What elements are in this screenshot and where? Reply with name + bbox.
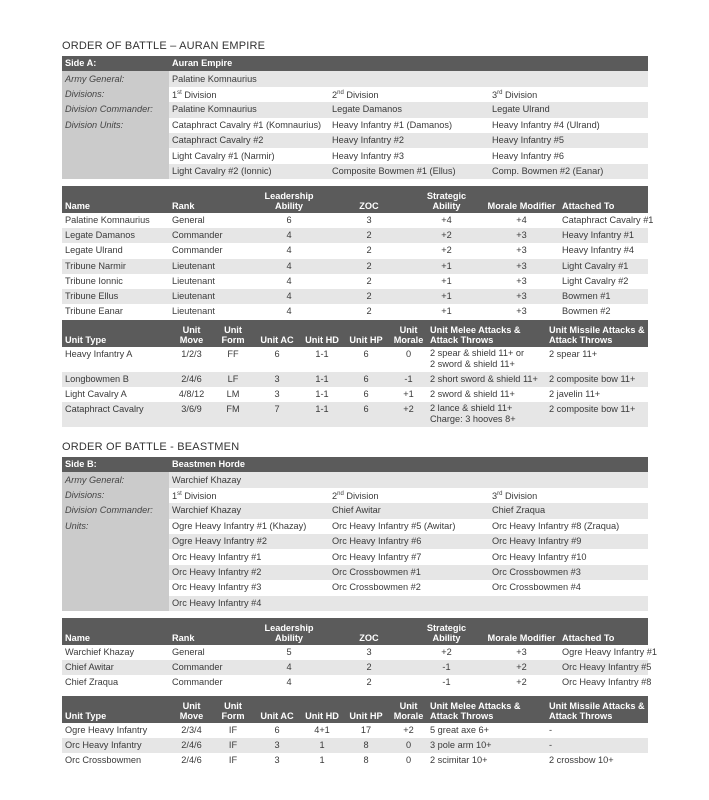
leader-header-row: [62, 186, 648, 213]
unit-type: Orc Crossbowmen: [65, 755, 142, 766]
unit-move: 2/4/6: [169, 372, 214, 387]
units-row: [62, 133, 648, 148]
unit-missile: -: [549, 725, 553, 736]
col-missile: Unit Missile Attacks & Attack Throws: [546, 696, 648, 723]
unit-melee: [427, 372, 546, 387]
leader-zoc: 2: [366, 677, 372, 688]
units-row: [62, 519, 648, 534]
division-1: 1st Division: [172, 490, 217, 501]
unit-missile: 2 composite bow 11+: [546, 372, 648, 387]
unit-type: Heavy Infantry A: [65, 349, 133, 359]
leader-rank: Lieutenant: [169, 259, 249, 274]
col-name: Name: [62, 618, 169, 645]
col-move: Unit Move: [169, 696, 214, 723]
auran-division-table: [62, 56, 648, 179]
leader-leadership: 4: [249, 259, 329, 274]
division-2: 2nd Division: [332, 490, 379, 501]
leader-rank: General: [172, 215, 205, 226]
division-3: 3rd Division: [492, 490, 538, 501]
leader-morale: +2: [516, 677, 527, 688]
unit-cell: Ogre Heavy Infantry #1 (Khazay): [172, 520, 307, 531]
auran-section-title: ORDER OF BATTLE – AURAN EMPIRE: [62, 40, 266, 52]
unit-type: Light Cavalry A: [65, 389, 127, 400]
unit-hd: 1: [319, 755, 325, 766]
side-label: Side A:: [62, 56, 169, 71]
col-morale: Morale Modifier: [484, 618, 559, 645]
unit-hd: 1-1: [302, 402, 342, 427]
commander-cell: Palatine Komnaurius: [169, 102, 329, 117]
col-hd: Unit HD: [302, 696, 342, 723]
leader-zoc: 2: [366, 306, 372, 317]
unit-melee: [427, 753, 546, 768]
unit-cell: Orc Heavy Infantry #7: [332, 551, 422, 562]
leader-header-row: [62, 618, 648, 645]
leader-rank: Commander: [169, 228, 249, 243]
units-label: Units:: [62, 519, 169, 534]
commander-label: Division Commander:: [62, 102, 169, 117]
unit-form: IF: [228, 755, 238, 766]
leader-attached: Orc Heavy Infantry #5: [559, 660, 648, 675]
unit-cell: Heavy Infantry #2: [329, 133, 489, 148]
unit-melee: [427, 723, 546, 738]
leader-row: [62, 645, 648, 660]
leader-zoc: 2: [329, 228, 409, 243]
leader-rank: Lieutenant: [172, 275, 215, 286]
unit-hp: 6: [363, 349, 369, 359]
unit-cell: Heavy Infantry #5: [489, 133, 648, 148]
col-zoc: ZOC: [329, 618, 409, 645]
leader-zoc: 2: [329, 259, 409, 274]
division-3: 3rd Division: [492, 89, 538, 100]
unit-morale: -1: [390, 372, 427, 387]
general-value: Palatine Komnaurius: [169, 71, 648, 86]
col-morale: Unit Morale: [390, 320, 427, 347]
unit-morale: +2: [390, 402, 427, 427]
units-row: [62, 580, 648, 595]
leader-row: [62, 213, 648, 228]
unit-form: FF: [227, 349, 239, 359]
leader-morale: +3: [484, 259, 559, 274]
unit-ac: 3: [252, 372, 302, 387]
unit-hp: 8: [342, 738, 390, 753]
side-header-row: [62, 56, 648, 71]
unit-cell: Orc Heavy Infantry #9: [489, 534, 648, 549]
leader-attached: Heavy Infantry #4: [562, 245, 635, 256]
unit-cell: Comp. Bowmen #2 (Eanar): [489, 164, 648, 179]
beast-unit-table: [62, 696, 648, 769]
col-melee: Unit Melee Attacks & Attack Throws: [427, 320, 546, 347]
leader-strategic: +1: [409, 289, 484, 304]
beast-division-table: [62, 457, 648, 611]
unit-form: IF: [228, 725, 238, 736]
leader-row: [62, 228, 648, 243]
col-rank: Rank: [169, 186, 249, 213]
unit-morale: 0: [405, 349, 412, 359]
leader-leadership: 4: [249, 289, 329, 304]
unit-hd: 1-1: [302, 372, 342, 387]
col-strategic: Strategic Ability: [409, 618, 484, 645]
unit-ac: 7: [252, 402, 302, 427]
unit-cell: Composite Bowmen #1 (Ellus): [329, 164, 489, 179]
leader-attached: Bowmen #1: [559, 289, 648, 304]
leader-leadership: 5: [286, 647, 292, 658]
leader-strategic: +1: [441, 306, 452, 317]
unit-missile: -: [546, 738, 648, 753]
unit-cell: Orc Crossbowmen #2: [332, 582, 421, 593]
col-hd: Unit HD: [302, 320, 342, 347]
unit-type: Cataphract Cavalry: [62, 402, 169, 427]
col-form: Unit Form: [214, 696, 252, 723]
unit-melee-line: 2 lance & shield 11+: [430, 403, 513, 414]
unit-cell: Cataphract Cavalry #2: [169, 133, 329, 148]
general-row: [62, 472, 648, 487]
leader-strategic: -1: [442, 677, 451, 688]
units-row: [62, 549, 648, 564]
unit-hp: 6: [342, 372, 390, 387]
unit-cell: Light Cavalry #2 (Ionnic): [169, 164, 329, 179]
leader-rank: Lieutenant: [172, 306, 215, 317]
leader-attached: Orc Heavy Infantry #8: [562, 677, 652, 688]
col-ac: Unit AC: [252, 696, 302, 723]
unit-missile: 2 javelin 11+: [549, 389, 601, 400]
col-rank: Rank: [169, 618, 249, 645]
col-morale: Unit Morale: [390, 696, 427, 723]
unit-missile: 2 spear 11+: [549, 349, 598, 359]
unit-hp: 8: [363, 755, 369, 766]
col-leadership: Leadership Ability: [249, 618, 329, 645]
commander-label: Division Commander:: [62, 503, 169, 518]
unit-move: 2/4/6: [181, 755, 202, 766]
unit-cell: Heavy Infantry #3: [332, 150, 405, 161]
units-row: [62, 565, 648, 580]
leader-rank: Lieutenant: [169, 289, 249, 304]
leader-leadership: 4: [286, 677, 292, 688]
unit-ac: 3: [252, 738, 302, 753]
unit-row: [62, 723, 648, 738]
leader-row: [62, 274, 648, 289]
unit-form: IF: [214, 738, 252, 753]
commander-cell: Chief Zraqua: [489, 503, 648, 518]
leader-attached: Ogre Heavy Infantry #1: [562, 647, 657, 658]
commander-cell: Legate Ulrand: [489, 102, 648, 117]
unit-melee-line: 3 pole arm 10+: [430, 740, 492, 751]
leader-zoc: 3: [366, 647, 372, 658]
unit-melee: [427, 738, 546, 753]
leader-strategic: -1: [409, 660, 484, 675]
leader-name: Tribune Narmir: [62, 259, 169, 274]
leader-strategic: +1: [441, 275, 452, 286]
leader-morale: +3: [484, 228, 559, 243]
beast-section-title: ORDER OF BATTLE - BEASTMEN: [62, 441, 240, 453]
units-row: [62, 164, 648, 179]
unit-cell: Orc Heavy Infantry #5 (Awitar): [332, 520, 456, 531]
leader-zoc: 2: [329, 289, 409, 304]
unit-melee: [427, 347, 546, 372]
units-row: [62, 148, 648, 163]
leader-name: Warchief Khazay: [65, 647, 135, 658]
leader-name: Tribune Ionnic: [65, 275, 123, 286]
leader-rank: Commander: [172, 245, 223, 256]
unit-hd: 1-1: [315, 349, 329, 359]
leader-strategic: +2: [441, 245, 452, 256]
unit-row: [62, 372, 648, 387]
commander-cell: Warchief Khazay: [169, 503, 329, 518]
unit-missile: 2 crossbow 10+: [549, 755, 614, 766]
unit-row: [62, 738, 648, 753]
leader-attached: Light Cavalry #1: [559, 259, 648, 274]
col-unit-type: Unit Type: [62, 696, 169, 723]
leader-zoc: 3: [366, 215, 372, 226]
unit-cell: Orc Crossbowmen #3: [489, 565, 648, 580]
leader-morale: +3: [516, 275, 527, 286]
unit-move: 4/8/12: [178, 389, 205, 400]
col-missile: Unit Missile Attacks & Attack Throws: [546, 320, 648, 347]
leader-morale: +4: [516, 215, 527, 226]
unit-morale: +2: [403, 725, 414, 736]
leader-attached: Cataphract Cavalry #1: [562, 215, 654, 226]
leader-strategic: +4: [441, 215, 452, 226]
side-name: Beastmen Horde: [169, 457, 648, 472]
leader-morale: +3: [484, 289, 559, 304]
unit-cell: Orc Heavy Infantry #4: [169, 596, 329, 611]
unit-melee-line: 2 sword & shield 11+: [430, 389, 515, 400]
leader-rank: General: [172, 647, 205, 658]
leader-name: Tribune Eanar: [65, 306, 123, 317]
unit-hd: 4+1: [314, 725, 330, 736]
leader-row: [62, 675, 648, 690]
unit-hp: 6: [363, 389, 369, 400]
leader-zoc: 2: [329, 660, 409, 675]
unit-morale: +1: [403, 389, 414, 400]
unit-melee-line: 2 short sword & shield 11+: [430, 374, 538, 385]
leader-morale: +3: [516, 245, 527, 256]
col-melee: Unit Melee Attacks & Attack Throws: [427, 696, 546, 723]
unit-melee: [427, 402, 546, 427]
unit-form: FM: [214, 402, 252, 427]
commander-row: [62, 503, 648, 518]
unit-hp: 17: [360, 725, 372, 736]
unit-ac: 3: [274, 755, 280, 766]
divisions-label: Divisions:: [62, 87, 169, 102]
unit-type: Orc Heavy Infantry: [62, 738, 169, 753]
units-row: [62, 118, 648, 133]
col-strategic: Strategic Ability: [409, 186, 484, 213]
leader-attached: Light Cavalry #2: [562, 275, 629, 286]
col-unit-type: Unit Type: [62, 320, 169, 347]
leader-leadership: 6: [286, 215, 292, 226]
unit-cell: Heavy Infantry #1 (Damanos): [332, 119, 452, 130]
leader-rank: Commander: [169, 660, 249, 675]
unit-type: Longbowmen B: [62, 372, 169, 387]
leader-zoc: 2: [366, 245, 372, 256]
beast-leader-body: [62, 645, 657, 691]
units-label: Division Units:: [62, 118, 169, 133]
unit-row: [62, 387, 648, 402]
leader-strategic: +2: [409, 228, 484, 243]
unit-cell: Orc Heavy Infantry #8 (Zraqua): [492, 520, 620, 531]
col-form: Unit Form: [214, 320, 252, 347]
unit-missile: 2 composite bow 11+: [546, 402, 648, 427]
unit-melee-line: 2 spear & shield 11+ or: [430, 348, 525, 358]
unit-header-row: [62, 320, 648, 347]
auran-leader-body: [62, 213, 654, 319]
leader-rank: Commander: [172, 677, 223, 688]
beast-unit-body: [62, 723, 648, 769]
unit-melee-line: 5 great axe 6+: [430, 725, 489, 736]
units-row: [62, 596, 648, 611]
col-hp: Unit HP: [342, 696, 390, 723]
divisions-row: [62, 488, 648, 503]
unit-melee-line: 2 scimitar 10+: [430, 755, 488, 766]
unit-melee-line: 2 sword & shield 11+: [430, 359, 515, 369]
unit-type: Ogre Heavy Infantry: [65, 725, 148, 736]
unit-move: 2/3/4: [181, 725, 202, 736]
commander-cell: Chief Awitar: [329, 503, 489, 518]
col-leadership: Leadership Ability: [249, 186, 329, 213]
divisions-label: Divisions:: [62, 488, 169, 503]
col-attached: Attached To: [559, 186, 648, 213]
unit-cell: Heavy Infantry #4 (Ulrand): [492, 119, 600, 130]
unit-move: 1/2/3: [181, 349, 202, 359]
unit-form: LF: [214, 372, 252, 387]
col-attached: Attached To: [559, 618, 648, 645]
leader-name: Legate Ulrand: [65, 245, 123, 256]
col-name: Name: [62, 186, 169, 213]
unit-cell: [489, 596, 648, 611]
unit-hp: 6: [342, 402, 390, 427]
col-zoc: ZOC: [329, 186, 409, 213]
general-label: Army General:: [62, 472, 169, 487]
unit-cell: Light Cavalry #1 (Narmir): [172, 150, 275, 161]
leader-leadership: 4: [249, 228, 329, 243]
divisions-row: [62, 87, 648, 102]
leader-morale: +2: [484, 660, 559, 675]
unit-move: 3/6/9: [169, 402, 214, 427]
leader-zoc: 2: [366, 275, 372, 286]
leader-morale: +3: [516, 647, 527, 658]
leader-name: Chief Awitar: [62, 660, 169, 675]
leader-name: Palatine Komnaurius: [65, 215, 150, 226]
leader-row: [62, 289, 648, 304]
unit-morale: 0: [390, 738, 427, 753]
leader-name: Chief Zraqua: [65, 677, 119, 688]
leader-strategic: +2: [441, 647, 452, 658]
commander-cell: Legate Damanos: [329, 102, 489, 117]
auran-leader-table: [62, 186, 654, 319]
leader-attached: Heavy Infantry #1: [559, 228, 648, 243]
unit-form: LM: [226, 389, 240, 400]
unit-ac: 6: [274, 725, 280, 736]
unit-cell: Cataphract Cavalry #1 (Komnaurius): [172, 119, 322, 130]
unit-cell: Orc Crossbowmen #1: [329, 565, 489, 580]
unit-row: [62, 402, 648, 427]
leader-leadership: 4: [286, 275, 292, 286]
leader-row: [62, 304, 648, 319]
leader-row: [62, 660, 648, 675]
unit-ac: 3: [274, 389, 280, 400]
leader-name: Tribune Ellus: [62, 289, 169, 304]
unit-row: [62, 753, 648, 768]
unit-melee-line: Charge: 3 hooves 8+: [430, 414, 516, 425]
unit-cell: Orc Heavy Infantry #1: [172, 551, 262, 562]
commander-row: [62, 102, 648, 117]
general-value: Warchief Khazay: [169, 472, 648, 487]
col-morale: Morale Modifier: [484, 186, 559, 213]
unit-morale: 0: [405, 755, 412, 766]
auran-unit-table: [62, 320, 648, 427]
division-1: 1st Division: [172, 89, 217, 100]
unit-cell: Orc Crossbowmen #4: [492, 582, 581, 593]
units-row: [62, 534, 648, 549]
leader-row: [62, 243, 648, 258]
unit-cell: Ogre Heavy Infantry #2: [169, 534, 329, 549]
unit-melee: [427, 387, 546, 402]
unit-cell: Orc Heavy Infantry #10: [492, 551, 587, 562]
unit-cell: Heavy Infantry #6: [492, 150, 565, 161]
col-hp: Unit HP: [342, 320, 390, 347]
side-name: Auran Empire: [169, 56, 648, 71]
side-header-row: [62, 457, 648, 472]
leader-morale: +3: [516, 306, 527, 317]
unit-move: 2/4/6: [169, 738, 214, 753]
auran-unit-body: [62, 347, 648, 427]
unit-hd: 1: [302, 738, 342, 753]
side-label: Side B:: [62, 457, 169, 472]
division-2: 2nd Division: [332, 89, 379, 100]
beast-leader-table: [62, 618, 657, 691]
general-label: Army General:: [62, 71, 169, 86]
unit-cell: [329, 596, 489, 611]
general-row: [62, 71, 648, 86]
col-move: Unit Move: [169, 320, 214, 347]
unit-row: [62, 347, 648, 372]
unit-cell: Orc Heavy Infantry #2: [169, 565, 329, 580]
leader-leadership: 4: [286, 306, 292, 317]
unit-header-row: [62, 696, 648, 723]
leader-row: [62, 259, 648, 274]
unit-hd: 1-1: [315, 389, 329, 400]
leader-attached: Bowmen #2: [562, 306, 611, 317]
leader-leadership: 4: [286, 245, 292, 256]
unit-cell: Orc Heavy Infantry #3: [172, 582, 262, 593]
leader-name: Legate Damanos: [62, 228, 169, 243]
unit-cell: Orc Heavy Infantry #6: [329, 534, 489, 549]
leader-leadership: 4: [249, 660, 329, 675]
col-ac: Unit AC: [252, 320, 302, 347]
unit-ac: 6: [274, 349, 280, 359]
leader-strategic: +1: [409, 259, 484, 274]
